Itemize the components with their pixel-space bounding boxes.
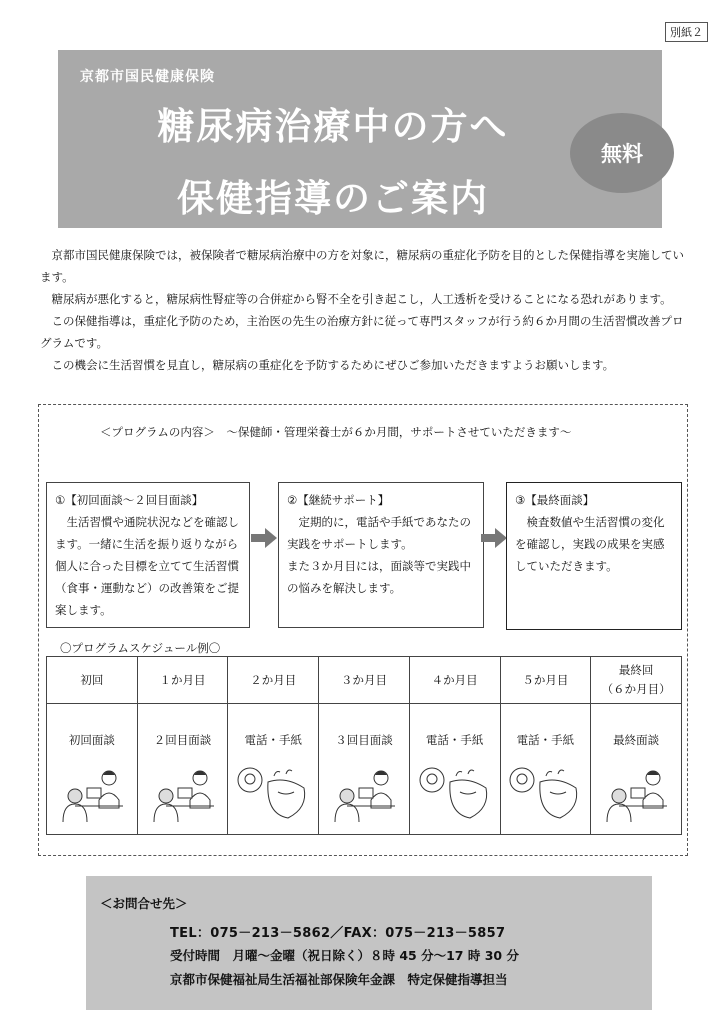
org-name: 京都市国民健康保険 bbox=[80, 69, 215, 85]
step-card-1 bbox=[46, 482, 250, 628]
counseling-illustration-icon bbox=[148, 766, 218, 824]
page-title-line1: 糖尿病治療中の方へ bbox=[157, 105, 509, 148]
schedule-cell bbox=[409, 704, 500, 835]
contact-hours: 受付時間 月曜～金曜（祝日除く）８時 45 分～17 時 30 分 bbox=[170, 948, 519, 963]
step-card-2 bbox=[278, 482, 484, 628]
counseling-illustration-icon bbox=[57, 766, 127, 824]
schedule-activity: 電話・手紙 bbox=[244, 733, 302, 747]
schedule-header-final-sub: （６か月目） bbox=[601, 682, 671, 696]
contact-title: ＜お問合せ先＞ bbox=[100, 896, 188, 911]
schedule-header: ３か月目 bbox=[319, 657, 410, 704]
schedule-table bbox=[46, 656, 682, 835]
schedule-header: １か月目 bbox=[137, 657, 228, 704]
step-body: 検査数値や生活習慣の変化を確認し，実践の成果を実感していただきます。 bbox=[515, 515, 665, 573]
arrow-right-icon bbox=[481, 528, 507, 548]
intro-paragraph: 糖尿病が悪化すると，糖尿病性腎症等の合併症から腎不全を引き起こし，人工透析を受けることになる恐れがあります。 bbox=[51, 292, 672, 306]
program-heading: ＜プログラムの内容＞ ～保健師・管理栄養士が６か月間，サポートさせていただきます～ bbox=[100, 425, 572, 439]
schedule-header: ４か月目 bbox=[409, 657, 500, 704]
free-badge: 無料 bbox=[570, 113, 674, 193]
schedule-activity: ３回目面談 bbox=[335, 733, 393, 747]
schedule-cell bbox=[228, 704, 319, 835]
schedule-cell bbox=[137, 704, 228, 835]
schedule-cell bbox=[319, 704, 410, 835]
contact-tel-fax: TEL：075－213－5862／FAX：075－213－5857 bbox=[170, 926, 506, 941]
intro-paragraph: この保健指導は，重症化予防のため，主治医の先生の治療方針に従って専門スタッフが行う約６か月間の生活習慣改善プログラムです。 bbox=[40, 314, 684, 350]
schedule-activity: 電話・手紙 bbox=[516, 733, 575, 747]
phone-letter-illustration-icon bbox=[506, 766, 584, 824]
schedule-activity: ２回目面談 bbox=[153, 733, 212, 747]
intro-paragraph: 京都市国民健康保険では，被保険者で糖尿病治療中の方を対象に，糖尿病の重症化予防を目的とした保健指導を実施しています。 bbox=[40, 248, 684, 284]
schedule-activity: 初回面談 bbox=[68, 733, 115, 747]
phone-letter-illustration-icon bbox=[234, 766, 312, 824]
schedule-cell bbox=[47, 704, 138, 835]
phone-letter-illustration-icon bbox=[416, 766, 494, 824]
contact-department: 京都市保健福祉局生活福祉部保険年金課 特定保健指導担当 bbox=[170, 972, 508, 987]
arrow-right-icon bbox=[251, 528, 277, 548]
step-body-2: また３か月目には，面談等で実践中の悩みを解決します。 bbox=[287, 559, 471, 595]
schedule-header-final: 最終回 bbox=[618, 663, 654, 677]
schedule-activity: 電話・手紙 bbox=[425, 733, 484, 747]
schedule-label: 〇プログラムスケジュール例〇 bbox=[60, 641, 221, 655]
schedule-header: ５か月目 bbox=[500, 657, 591, 704]
step-title: ②【継続サポート】 bbox=[287, 493, 390, 507]
intro-text bbox=[40, 244, 690, 376]
schedule-activity: 最終面談 bbox=[613, 733, 660, 747]
step-card-3 bbox=[506, 482, 682, 630]
schedule-cell bbox=[500, 704, 591, 835]
schedule-cell bbox=[591, 704, 682, 835]
step-title: ①【初回面談～２回目面談】 bbox=[55, 493, 204, 507]
step-body: 定期的に，電話や手紙であなたの実践をサポートします。 bbox=[287, 515, 471, 551]
step-body: 生活習慣や通院状況などを確認します。一緒に生活を振り返りながら個人に合った目標を立てて生活習慣（食事・運動など）の改善策をご提案します。 bbox=[55, 515, 239, 617]
page-title-line2: 保健指導のご案内 bbox=[177, 177, 489, 220]
schedule-header: 初回 bbox=[47, 657, 138, 704]
intro-paragraph: この機会に生活習慣を見直し，糖尿病の重症化を予防するためにぜひご参加いただきますようお願いします。 bbox=[51, 358, 615, 372]
schedule-header bbox=[591, 657, 682, 704]
counseling-illustration-icon bbox=[329, 766, 399, 824]
schedule-header: ２か月目 bbox=[228, 657, 319, 704]
annex-label: 別紙２ bbox=[665, 22, 708, 42]
step-title: ③【最終面談】 bbox=[515, 493, 595, 507]
counseling-illustration-icon bbox=[601, 766, 671, 824]
